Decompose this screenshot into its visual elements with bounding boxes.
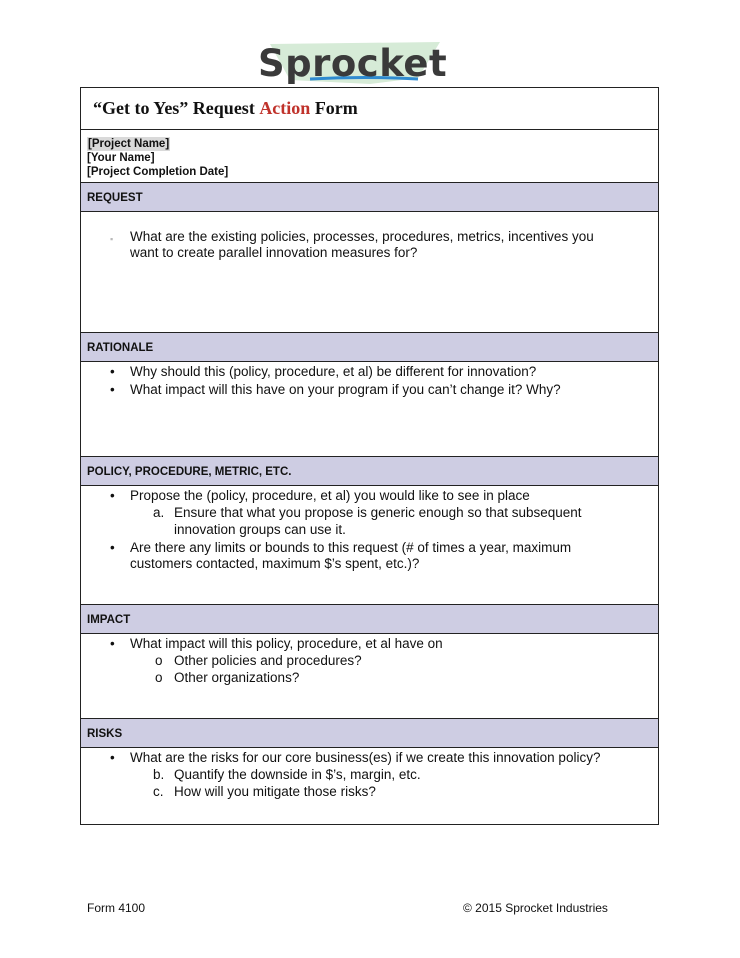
policy-item-1: Propose the (policy, procedure, et al) you would like to see in place	[130, 488, 530, 503]
impact-item-1: What impact will this policy, procedure, et al have on	[130, 636, 443, 651]
form-title	[81, 88, 658, 130]
policy-sub-a-line1: Ensure that what you propose is generic enough so that subsequent	[174, 505, 582, 520]
request-action-form	[80, 87, 659, 825]
request-question-line2: want to create parallel innovation measures for?	[130, 245, 418, 260]
logo-wordmark: Sprocket	[258, 42, 448, 85]
risks-item-1: What are the risks for our core business(es) if we create this innovation policy?	[130, 750, 601, 765]
project-info-block	[81, 130, 658, 183]
section-heading-rationale: RATIONALE	[81, 333, 658, 362]
section-heading-request: REQUEST	[81, 183, 658, 212]
your-name-field[interactable]: [Your Name]	[87, 152, 155, 164]
impact-sub-1: Other policies and procedures?	[174, 653, 362, 668]
section-body-policy[interactable]	[81, 486, 658, 605]
project-completion-date-field[interactable]: [Project Completion Date]	[87, 166, 229, 178]
bullet-icon: •	[110, 540, 115, 555]
section-heading-risks: RISKS	[81, 719, 658, 748]
rationale-question-1: Why should this (policy, procedure, et al) be different for innovation?	[130, 364, 537, 379]
section-heading-policy: POLICY, PROCEDURE, METRIC, ETC.	[81, 457, 658, 486]
circle-bullet-icon: o	[155, 653, 163, 668]
bullet-icon: •	[110, 750, 115, 765]
risks-sub-c: How will you mitigate those risks?	[174, 784, 376, 799]
sub-item-marker-b: b.	[153, 767, 165, 782]
form-number: Form 4100	[87, 901, 146, 915]
policy-sub-a-line2: innovation groups can use it.	[174, 522, 346, 537]
bullet-icon: •	[110, 382, 115, 397]
rationale-question-2: What impact will this have on your program if you can’t change it? Why?	[130, 382, 561, 397]
section-heading-impact: IMPACT	[81, 605, 658, 634]
square-bullet-icon: ▪	[110, 234, 114, 244]
sprocket-logo	[250, 40, 450, 90]
project-name-field[interactable]: [Project Name]	[88, 138, 170, 150]
copyright-notice: © 2015 Sprocket Industries	[463, 901, 608, 915]
circle-bullet-icon: o	[155, 670, 163, 685]
section-body-request[interactable]	[81, 212, 658, 333]
sub-item-marker-a: a.	[153, 505, 165, 520]
form-title-accent: Action	[259, 98, 311, 118]
policy-item-2-line2: customers contacted, maximum $’s spent, etc.)?	[130, 556, 420, 571]
bullet-icon: •	[110, 364, 115, 379]
section-body-rationale[interactable]	[81, 362, 658, 457]
section-body-impact[interactable]	[81, 634, 658, 719]
sub-item-marker-c: c.	[153, 784, 164, 799]
section-body-risks[interactable]	[81, 748, 658, 824]
form-title-part2: Form	[310, 98, 358, 118]
policy-item-2-line1: Are there any limits or bounds to this request (# of times a year, maximum	[130, 540, 572, 555]
request-question-line1: What are the existing policies, processes, procedures, metrics, incentives you	[130, 229, 594, 244]
impact-sub-2: Other organizations?	[174, 670, 300, 685]
form-title-part1: “Get to Yes” Request	[93, 98, 260, 118]
bullet-icon: •	[110, 488, 115, 503]
bullet-icon: •	[110, 636, 115, 651]
risks-sub-b: Quantify the downside in $’s, margin, etc.	[174, 767, 421, 782]
